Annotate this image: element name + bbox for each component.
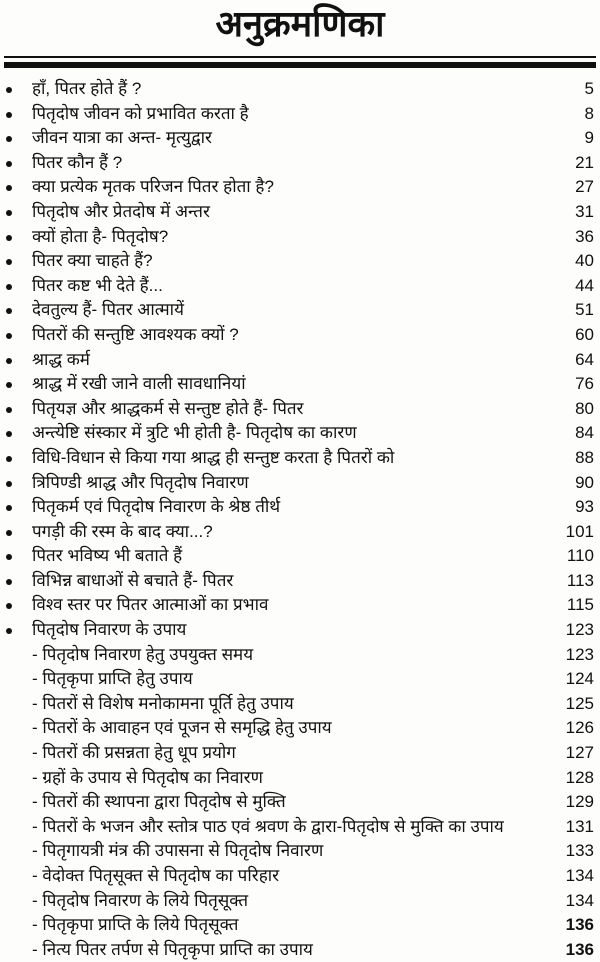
entry-page-number: 136: [565, 915, 594, 935]
bullet-icon: [6, 185, 12, 191]
toc-subentry[interactable]: [0, 864, 600, 889]
entry-page-number: 133: [565, 841, 594, 861]
toc-entry[interactable]: [0, 77, 600, 102]
title-divider-thin: [4, 56, 596, 58]
toc-entry[interactable]: [0, 618, 600, 643]
bullet-icon: [6, 210, 12, 216]
entry-page-number: 93: [575, 497, 594, 517]
entry-page-number: 36: [575, 226, 594, 246]
entry-title: - पितृदोष निवारण के लिये पितृसूक्त: [32, 890, 249, 910]
entry-title: विश्व स्तर पर पितर आत्माओं का प्रभाव: [32, 595, 269, 615]
bullet-icon: [6, 481, 12, 487]
entry-title: हाँ, पितर होते हैं ?: [32, 79, 142, 98]
entry-title: श्राद्ध कर्म: [32, 349, 90, 369]
page-title: अनुक्रमणिका: [215, 3, 385, 44]
entry-title: - पितरों से विशेष मनोकामना पूर्ति हेतु उपाय: [32, 693, 294, 713]
toc-subentry[interactable]: [0, 692, 600, 717]
toc-entry[interactable]: [0, 446, 600, 471]
bullet-icon: [6, 628, 12, 634]
toc-subentry[interactable]: [0, 716, 600, 741]
bullet-icon: [6, 358, 12, 364]
toc-subentry[interactable]: [0, 741, 600, 766]
toc-entry[interactable]: [0, 421, 600, 446]
entry-title: विधि-विधान से किया गया श्राद्ध ही सन्तुष्ट करता है पितरों को: [32, 447, 395, 467]
entry-page-number: 9: [584, 128, 594, 148]
entry-title: पितर क्या चाहते हैं?: [32, 251, 153, 271]
entry-title: पितर कष्ट भी देते हैं...: [32, 275, 163, 295]
entry-page-number: 51: [575, 300, 594, 320]
toc-subentry[interactable]: [0, 667, 600, 692]
entry-page-number: 129: [565, 792, 594, 812]
entry-title: पितर कौन हैं ?: [32, 152, 123, 172]
entry-page-number: 60: [575, 324, 594, 344]
entry-page-number: 21: [575, 152, 594, 172]
toc-entry[interactable]: [0, 593, 600, 618]
entry-title: - ग्रहों के उपाय से पितृदोष का निवारण: [32, 767, 263, 787]
toc-entry[interactable]: [0, 323, 600, 348]
toc-subentry[interactable]: [0, 643, 600, 668]
entry-page-number: 123: [565, 620, 594, 640]
entry-page-number: 64: [575, 349, 594, 369]
entry-title: पितर भविष्य भी बताते हैं: [32, 546, 183, 566]
bullet-icon: [6, 259, 12, 265]
entry-title: क्या प्रत्येक मृतक परिजन पितर होता है?: [32, 177, 274, 197]
toc-entry[interactable]: [0, 495, 600, 520]
entry-title: पितृदोष और प्रेतदोष में अन्तर: [32, 201, 210, 221]
bullet-icon: [6, 456, 12, 462]
entry-title: - पितृकृपा प्राप्ति हेतु उपाय: [32, 669, 193, 689]
entry-title: पितृदोष जीवन को प्रभावित करता है: [32, 103, 249, 123]
table-of-contents: [0, 77, 600, 962]
entry-title: पितरों की सन्तुष्टि आवश्यक क्यों ?: [32, 324, 239, 344]
entry-page-number: 128: [565, 767, 594, 787]
toc-entry[interactable]: [0, 175, 600, 200]
entry-page-number: 31: [575, 201, 594, 221]
entry-title: - पितरों के भजन और स्तोत्र पाठ एवं श्रवण के द्वारा-पितृदोष से मुक्ति का उपाय: [32, 816, 504, 836]
entry-title: - पितरों की स्थापना द्वारा पितृदोष से मुक्ति: [32, 792, 286, 812]
entry-title: देवतुल्य हैं- पितर आत्मायें: [32, 300, 184, 320]
entry-page-number: 131: [565, 816, 594, 836]
entry-page-number: 90: [575, 472, 594, 492]
bullet-icon: [6, 382, 12, 388]
entry-page-number: 88: [575, 447, 594, 467]
entry-title: - पितृगायत्री मंत्र की उपासना से पितृदोष निवारण: [32, 841, 324, 861]
toc-subentry[interactable]: [0, 889, 600, 914]
toc-entry[interactable]: [0, 397, 600, 422]
bullet-icon: [6, 431, 12, 437]
bullet-icon: [6, 87, 12, 93]
entry-page-number: 124: [565, 669, 594, 689]
bullet-icon: [6, 333, 12, 339]
entry-page-number: 5: [584, 79, 594, 98]
toc-entry[interactable]: [0, 471, 600, 496]
entry-page-number: 44: [575, 275, 594, 295]
entry-title: त्रिपिण्डी श्राद्ध और पितृदोष निवारण: [32, 472, 249, 492]
toc-subentry[interactable]: [0, 938, 600, 962]
entry-title: - नित्य पितर तर्पण से पितृकृपा प्राप्ति का उपाय: [32, 939, 313, 959]
toc-entry[interactable]: [0, 225, 600, 250]
bullet-icon: [6, 603, 12, 609]
bullet-icon: [6, 136, 12, 142]
bullet-icon: [6, 579, 12, 585]
toc-subentry[interactable]: [0, 839, 600, 864]
entry-title: पितृयज्ञ और श्राद्धकर्म से सन्तुष्ट होते हैं- पितर: [32, 398, 304, 418]
entry-page-number: 125: [565, 693, 594, 713]
entry-title: अन्त्येष्टि संस्कार में त्रुटि भी होती है- पितृदोष का कारण: [32, 423, 357, 443]
toc-entry[interactable]: [0, 348, 600, 373]
toc-entry[interactable]: [0, 151, 600, 176]
entry-page-number: 134: [565, 890, 594, 910]
entry-page-number: 126: [565, 718, 594, 738]
toc-entry[interactable]: [0, 569, 600, 594]
toc-entry[interactable]: [0, 102, 600, 127]
entry-page-number: 101: [565, 521, 594, 541]
toc-entry[interactable]: [0, 372, 600, 397]
entry-page-number: 84: [575, 423, 594, 443]
toc-entry[interactable]: [0, 200, 600, 225]
toc-subentry[interactable]: [0, 815, 600, 840]
toc-subentry[interactable]: [0, 766, 600, 791]
toc-entry[interactable]: [0, 520, 600, 545]
entry-page-number: 8: [584, 103, 594, 123]
entry-title: - पितरों के आवाहन एवं पूजन से समृद्धि हेतु उपाय: [32, 718, 332, 738]
entry-title: पितृकर्म एवं पितृदोष निवारण के श्रेष्ठ तीर्थ: [32, 497, 281, 517]
entry-page-number: 27: [575, 177, 594, 197]
toc-subentry[interactable]: [0, 790, 600, 815]
entry-title: - वेदोक्त पितृसूक्त से पितृदोष का परिहार: [32, 866, 280, 885]
entry-title: क्यों होता है- पितृदोष?: [32, 226, 169, 246]
toc-entry[interactable]: [0, 249, 600, 274]
bullet-icon: [6, 161, 12, 167]
toc-entry[interactable]: [0, 298, 600, 323]
entry-page-number: 134: [565, 866, 594, 885]
bullet-icon: [6, 112, 12, 118]
entry-title: जीवन यात्रा का अन्त- मृत्युद्वार: [32, 128, 212, 148]
bullet-icon: [6, 505, 12, 511]
entry-page-number: 136: [565, 939, 594, 959]
toc-entry[interactable]: [0, 544, 600, 569]
entry-page-number: 123: [565, 644, 594, 664]
entry-title: - पितृकृपा प्राप्ति के लिये पितृसूक्त: [32, 915, 239, 935]
toc-entry[interactable]: [0, 274, 600, 299]
toc-subentry[interactable]: [0, 913, 600, 938]
bullet-icon: [6, 554, 12, 560]
entry-title: - पितरों की प्रसन्नता हेतु धूप प्रयोग: [32, 743, 236, 763]
entry-title: पितृदोष निवारण के उपाय: [32, 620, 187, 640]
entry-page-number: 40: [575, 251, 594, 271]
entry-title: - पितृदोष निवारण हेतु उपयुक्त समय: [32, 644, 254, 664]
bullet-icon: [6, 530, 12, 536]
entry-page-number: 110: [566, 546, 594, 566]
entry-page-number: 115: [566, 595, 594, 615]
entry-page-number: 127: [565, 743, 594, 763]
bullet-icon: [6, 308, 12, 314]
toc-entry[interactable]: [0, 126, 600, 151]
entry-title: श्राद्ध में रखी जाने वाली सावधानियां: [32, 374, 246, 394]
entry-page-number: 80: [575, 398, 594, 418]
entry-page-number: 113: [566, 570, 594, 590]
bullet-icon: [6, 284, 12, 290]
entry-title: पगड़ी की रस्म के बाद क्या...?: [32, 521, 213, 541]
entry-title: विभिन्न बाधाओं से बचाते हैं- पितर: [32, 570, 234, 590]
title-divider-thick: [4, 62, 596, 68]
bullet-icon: [6, 407, 12, 413]
bullet-icon: [6, 235, 12, 241]
entry-page-number: 76: [575, 374, 594, 394]
